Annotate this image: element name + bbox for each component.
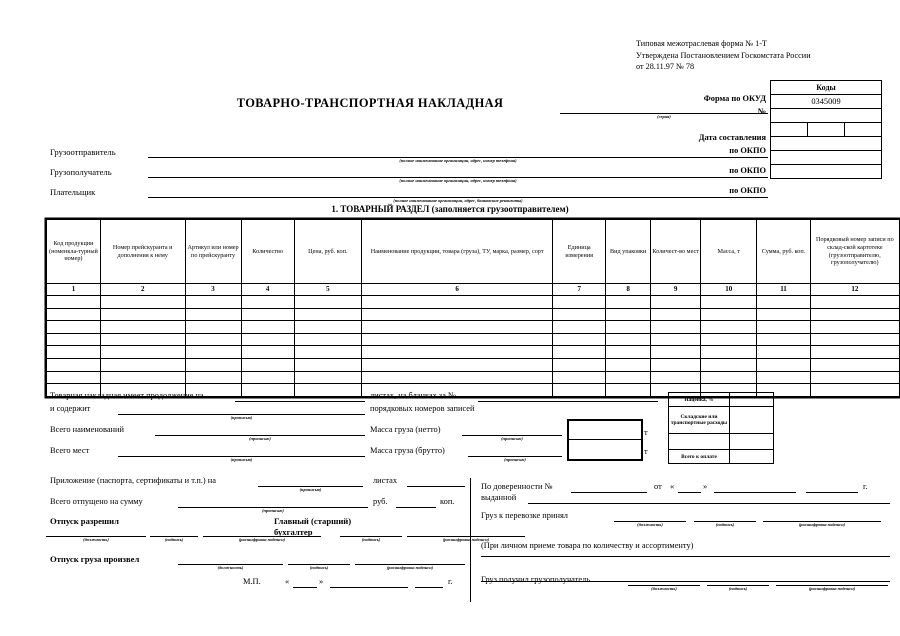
col-header-2: Номер прейскуранта и дополнения к нему [100, 220, 185, 284]
table-cell[interactable] [810, 296, 899, 309]
party-label-consignee: Грузополучатель [50, 167, 112, 177]
table-cell[interactable] [606, 308, 651, 321]
mass-gross-unit: т [644, 447, 648, 456]
table-cell[interactable] [606, 296, 651, 309]
table-cell[interactable] [701, 358, 757, 371]
table-cell[interactable] [362, 333, 553, 346]
col-header-7: Единица измерения [553, 220, 606, 284]
cargo-accepted-signature-caption: (подпись) [715, 522, 735, 527]
chief-accountant-label-2: бухгалтер [274, 527, 313, 537]
date-day-cell[interactable] [771, 123, 808, 136]
stamp-label: М.П. [243, 577, 261, 586]
table-cell[interactable] [241, 346, 294, 359]
total-sum-caption: (прописью) [262, 508, 284, 513]
mass-net-caption: (прописью) [501, 436, 523, 441]
proxy-day-input[interactable] [678, 492, 701, 493]
table-cell[interactable] [810, 333, 899, 346]
table-cell[interactable] [294, 333, 361, 346]
col-num-7: 7 [553, 284, 606, 296]
summary-row-markup [669, 393, 773, 407]
table-cell[interactable] [757, 308, 810, 321]
table-cell[interactable] [241, 333, 294, 346]
cargo-received-position-caption: (должность) [651, 586, 677, 591]
proxy-year-input[interactable] [806, 492, 858, 493]
table-cell[interactable] [757, 321, 810, 334]
table-cell[interactable] [701, 371, 757, 384]
table-cell[interactable] [606, 384, 651, 397]
col-num-9: 9 [651, 284, 701, 296]
goods-table [46, 219, 900, 397]
table-cell[interactable] [362, 346, 553, 359]
col-num-1: 1 [47, 284, 101, 296]
table-cell[interactable] [651, 371, 701, 384]
col-num-5: 5 [294, 284, 361, 296]
table-cell[interactable] [810, 358, 899, 371]
table-cell[interactable] [185, 346, 241, 359]
col-header-6: Наименование продукции, товара (груза), ТУ, марка, размер, сорт [362, 220, 553, 284]
party-caption-payer: (полное наименование организации, адрес, банковские реквизиты) [393, 198, 523, 203]
table-cell[interactable] [294, 371, 361, 384]
total-places-caption: (прописью) [230, 457, 253, 462]
table-cell[interactable] [294, 296, 361, 309]
table-cell[interactable] [100, 346, 185, 359]
mass-gross-caption: (прописью) [504, 457, 526, 462]
col-header-5: Цена, руб. коп. [294, 220, 361, 284]
cargo-received-decoding-caption: (расшифровка подписи) [808, 586, 856, 591]
cargo-received-label: Груз получил грузополучатель [481, 575, 591, 584]
table-cell[interactable] [810, 321, 899, 334]
legal-line-3: от 28.11.97 № 78 [636, 62, 695, 72]
mass-gross-label: Масса груза (брутто) [370, 446, 445, 455]
proxy-quote-open: « [670, 482, 675, 491]
date-year-cell[interactable] [845, 123, 881, 136]
table-cell[interactable] [100, 333, 185, 346]
continuation-input-1[interactable] [235, 401, 365, 402]
table-cell[interactable] [651, 321, 701, 334]
date-year-input[interactable] [415, 587, 443, 588]
table-cell[interactable] [100, 358, 185, 371]
continuation-input-1b[interactable] [478, 401, 658, 402]
col-header-10: Масса, т [701, 220, 757, 284]
table-cell[interactable] [701, 321, 757, 334]
mass-box-divider [569, 439, 641, 440]
table-cell[interactable] [810, 384, 899, 397]
okud-label: Форма по ОКУД [703, 94, 766, 103]
right-bottom-divider-1 [481, 556, 890, 557]
table-cell[interactable] [553, 346, 606, 359]
col-header-11: Сумма, руб. коп. [757, 220, 810, 284]
table-cell[interactable] [294, 384, 361, 397]
table-cell[interactable] [606, 358, 651, 371]
table-cell[interactable] [701, 308, 757, 321]
table-cell[interactable] [47, 333, 101, 346]
rub-label: руб. [373, 497, 388, 506]
col-num-4: 4 [241, 284, 294, 296]
table-cell[interactable] [553, 384, 606, 397]
table-cell[interactable] [553, 296, 606, 309]
table-cell[interactable] [185, 321, 241, 334]
section-title: 1. ТОВАРНЫЙ РАЗДЕЛ (заполняется грузоотправителем) [331, 204, 569, 214]
attachment-caption: (прописью) [299, 487, 322, 492]
table-cell[interactable] [757, 333, 810, 346]
accountant-signature-caption: (подпись) [361, 537, 381, 542]
summary-label-expenses: Складские или транспортные расходы [669, 407, 730, 433]
proxy-from-label: от [654, 482, 662, 491]
bottom-vertical-divider [470, 478, 471, 602]
release-position-caption: (должность) [83, 537, 109, 542]
table-row [47, 321, 900, 334]
table-row [47, 358, 900, 371]
table-cell[interactable] [553, 371, 606, 384]
table-cell[interactable] [651, 346, 701, 359]
okpo-label-3: по ОКПО [729, 186, 766, 195]
release-done-position-caption: (должность) [217, 565, 244, 570]
table-cell[interactable] [606, 333, 651, 346]
release-decoding-caption: (расшифровка подписи) [238, 537, 286, 542]
table-cell[interactable] [294, 346, 361, 359]
col-num-3: 3 [185, 284, 241, 296]
table-cell[interactable] [185, 358, 241, 371]
okud-value[interactable]: 0345009 [771, 95, 881, 109]
col-header-3: Артикул или номер по прейскуранту [185, 220, 241, 284]
proxy-quote-close: » [703, 482, 708, 491]
summary-value-markup[interactable] [730, 393, 773, 406]
table-cell[interactable] [47, 371, 101, 384]
col-num-8: 8 [606, 284, 651, 296]
table-cell[interactable] [185, 371, 241, 384]
table-cell[interactable] [47, 321, 101, 334]
col-header-8: Вид упаковки [606, 220, 651, 284]
table-cell[interactable] [701, 346, 757, 359]
date-year-label: г. [448, 577, 453, 586]
table-cell[interactable] [47, 346, 101, 359]
table-row [47, 346, 900, 359]
table-cell[interactable] [701, 333, 757, 346]
table-cell[interactable] [362, 321, 553, 334]
okpo-payer-cell[interactable] [771, 165, 881, 178]
mass-net-unit: т [644, 428, 648, 437]
table-header-row [47, 220, 900, 284]
table-cell[interactable] [185, 308, 241, 321]
continuation-caption-2: (прописью) [230, 415, 253, 420]
total-names-caption: (прописью) [249, 436, 271, 441]
document-number-cell[interactable] [771, 109, 881, 123]
page-title: ТОВАРНО-ТРАНСПОРТНАЯ НАКЛАДНАЯ [236, 96, 504, 110]
table-row [47, 308, 900, 321]
col-header-9: Количест-во мест [651, 220, 701, 284]
col-header-12: Порядковый номер записи по склад-ской картотеке (грузоотправителю, грузополучателю) [810, 220, 899, 284]
release-done-decoding-caption: (расшифровка подписи) [386, 565, 434, 570]
table-cell[interactable] [757, 371, 810, 384]
table-cell[interactable] [362, 296, 553, 309]
table-cell[interactable] [100, 308, 185, 321]
total-names-label: Всего наименований [50, 425, 125, 434]
table-cell[interactable] [606, 346, 651, 359]
release-signature-caption: (подпись) [164, 537, 184, 542]
table-cell[interactable] [294, 321, 361, 334]
continuation-label-2: и содержит [50, 404, 91, 413]
legal-line-2: Утверждена Постановлением Госкомстата России [636, 50, 811, 60]
col-num-11: 11 [757, 284, 810, 296]
summary-value-blank[interactable] [730, 434, 773, 449]
cargo-accepted-position-caption: (должность) [637, 522, 663, 527]
table-cell[interactable] [553, 308, 606, 321]
release-done-label: Отпуск груза произвел [50, 554, 140, 564]
table-cell[interactable] [810, 308, 899, 321]
continuation-right-2: порядковых номеров записей [370, 404, 475, 413]
continuation-right-1: листах, на бланках за № [370, 391, 457, 400]
table-cell[interactable] [241, 384, 294, 397]
table-cell[interactable] [651, 296, 701, 309]
cargo-accepted-label: Груз к перевозке принял [481, 511, 568, 520]
table-cell[interactable] [553, 333, 606, 346]
table-cell[interactable] [757, 296, 810, 309]
table-cell[interactable] [241, 321, 294, 334]
table-row [47, 333, 900, 346]
mass-values-box[interactable] [567, 419, 643, 461]
col-num-10: 10 [701, 284, 757, 296]
table-cell[interactable] [241, 358, 294, 371]
party-caption-consignee: (полное наименование организации, адрес, номер телефона) [399, 178, 517, 183]
series-caption: (серия) [657, 114, 671, 119]
release-allowed-label: Отпуск разрешил [50, 516, 119, 526]
col-num-6: 6 [362, 284, 553, 296]
table-cell[interactable] [362, 371, 553, 384]
table-cell[interactable] [810, 346, 899, 359]
personal-note-label: (При личном приеме товара по количеству и ассортименту) [481, 541, 694, 550]
date-month-input[interactable] [330, 587, 408, 588]
table-cell[interactable] [100, 296, 185, 309]
table-cell[interactable] [362, 358, 553, 371]
attachment-right-label: листах [373, 476, 398, 485]
mass-net-label: Масса груза (нетто) [370, 425, 441, 434]
col-num-2: 2 [100, 284, 185, 296]
table-cell[interactable] [294, 308, 361, 321]
table-row [47, 296, 900, 309]
col-header-1: Код продукции (номенкла-турный номер) [47, 220, 101, 284]
date-quote-open: « [285, 577, 290, 586]
party-caption-shipper: (полное наименование организации, адрес, номер телефона) [399, 158, 517, 163]
proxy-year-label: г. [863, 482, 868, 491]
number-label: № [757, 107, 766, 116]
total-sum-label: Всего отпущено на сумму [50, 497, 143, 506]
table-cell[interactable] [651, 358, 701, 371]
table-cell[interactable] [362, 308, 553, 321]
table-cell[interactable] [553, 358, 606, 371]
release-done-signature-caption: (подпись) [309, 565, 329, 570]
summary-label-total: Всего к оплате [669, 450, 730, 463]
proxy-month-input[interactable] [714, 492, 796, 493]
date-label: Дата составления [698, 133, 766, 142]
date-month-cell[interactable] [808, 123, 845, 136]
col-header-4: Количество [241, 220, 294, 284]
summary-value-total[interactable] [730, 450, 773, 463]
table-cell[interactable] [606, 371, 651, 384]
table-cell[interactable] [241, 296, 294, 309]
table-row [47, 371, 900, 384]
okpo-consignee-cell[interactable] [771, 151, 881, 165]
table-cell[interactable] [810, 371, 899, 384]
table-cell[interactable] [47, 308, 101, 321]
form-legal-block [636, 38, 898, 73]
issued-label: выданной [481, 493, 517, 502]
date-quote-close: » [319, 577, 324, 586]
summary-label-markup: Наценка, % [669, 393, 730, 406]
col-num-12: 12 [810, 284, 899, 296]
proxy-label: По доверенности № [481, 482, 553, 491]
table-cell[interactable] [651, 333, 701, 346]
table-body [47, 296, 900, 397]
accountant-decoding-caption: (расшифровка подписи) [442, 537, 490, 542]
total-places-label: Всего мест [50, 446, 90, 455]
kop-label: коп. [440, 497, 455, 506]
table-cell[interactable] [651, 308, 701, 321]
table-cell[interactable] [47, 296, 101, 309]
summary-row-total [669, 450, 773, 463]
table-cell[interactable] [757, 358, 810, 371]
table-cell[interactable] [100, 371, 185, 384]
attachment-label: Приложение (паспорта, сертификаты и т.п.) на [50, 476, 217, 485]
legal-line-1: Типовая межотраслевая форма № 1-Т [636, 39, 767, 48]
chief-accountant-label-1: Главный (старший) [274, 516, 352, 526]
date-day-input[interactable] [293, 587, 317, 588]
table-cell[interactable] [185, 333, 241, 346]
party-label-payer: Плательщик [50, 187, 96, 197]
summary-row-expenses [669, 407, 773, 434]
summary-value-expenses[interactable] [730, 407, 773, 433]
table-cell[interactable] [100, 321, 185, 334]
codes-box-header: Коды [771, 81, 881, 95]
summary-row-blank [669, 434, 773, 450]
table-number-row [47, 284, 900, 296]
okpo-label-2: по ОКПО [729, 166, 766, 175]
party-label-shipper: Грузоотправитель [50, 147, 116, 157]
summary-label-blank [669, 434, 730, 449]
okpo-label-1: по ОКПО [729, 146, 766, 155]
date-cells[interactable] [771, 123, 881, 137]
table-cell[interactable] [553, 321, 606, 334]
table-cell[interactable] [241, 308, 294, 321]
proxy-number-input[interactable] [571, 492, 647, 493]
table-cell[interactable] [47, 358, 101, 371]
table-cell[interactable] [606, 321, 651, 334]
table-cell[interactable] [757, 346, 810, 359]
cargo-accepted-decoding-caption: (расшифровка подписи) [798, 522, 846, 527]
summary-box [668, 392, 774, 464]
issued-input[interactable] [528, 503, 890, 504]
table-cell[interactable] [294, 358, 361, 371]
table-cell[interactable] [701, 296, 757, 309]
okpo-shipper-cell[interactable] [771, 137, 881, 151]
attachment-sheets-input[interactable] [407, 486, 465, 487]
kop-input[interactable] [396, 507, 436, 508]
codes-box [770, 80, 882, 179]
table-cell[interactable] [185, 296, 241, 309]
cargo-received-signature-caption: (подпись) [728, 586, 748, 591]
continuation-label-1: Товарная накладная имеет продолжение на [50, 391, 204, 400]
table-cell[interactable] [241, 371, 294, 384]
